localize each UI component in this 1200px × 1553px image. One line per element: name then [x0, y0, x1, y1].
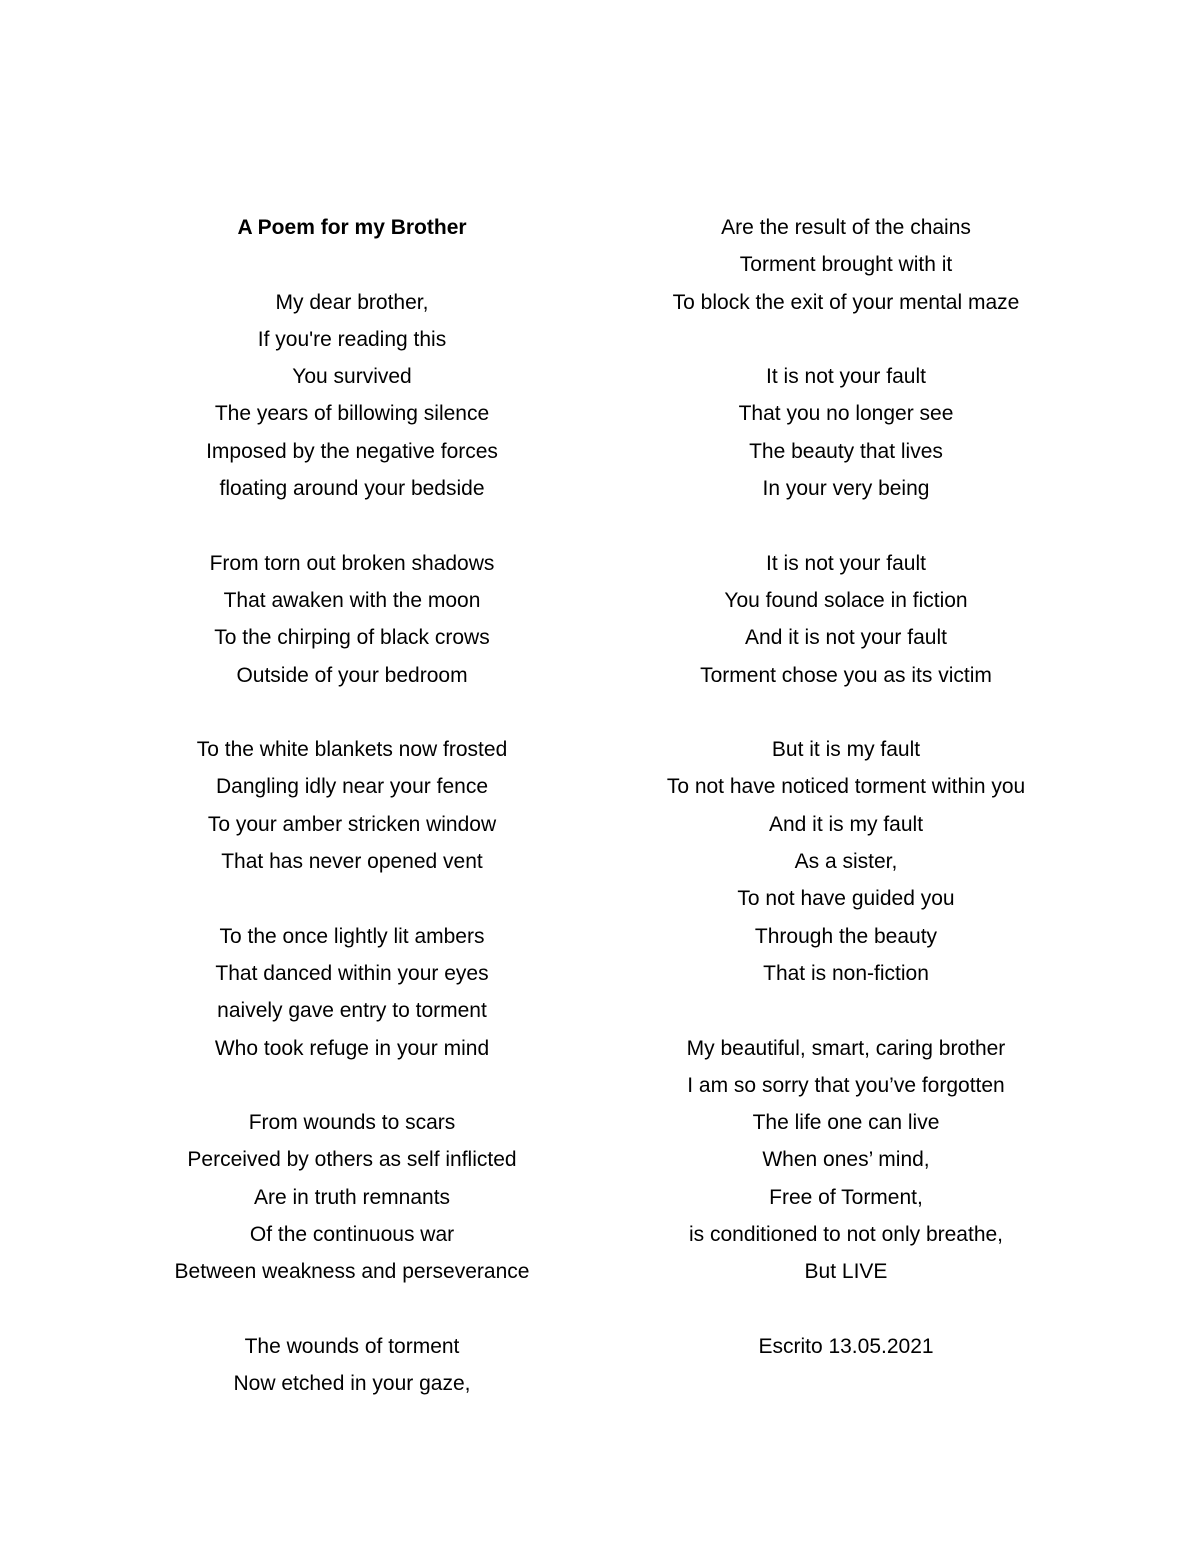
poem-line: The years of billowing silence	[214, 402, 490, 426]
poem-line	[586, 507, 1106, 544]
poem-line	[92, 507, 612, 544]
date-line: Escrito 13.05.2021	[758, 1334, 934, 1358]
poem-line: My beautiful, smart, caring brother	[686, 1036, 1006, 1060]
poem-line: The wounds of torment	[244, 1334, 460, 1358]
poem-line: Of the continuous war	[249, 1223, 455, 1247]
poem-line: Are the result of the chains	[721, 216, 971, 239]
poem-line: Torment chose you as its victim	[700, 663, 992, 687]
poem-line	[92, 694, 612, 731]
poem-line: To the chirping of black crows	[214, 626, 490, 650]
poem-column-right	[586, 209, 1106, 1365]
poem-line: You found solace in fiction	[724, 588, 968, 612]
poem-line: My dear brother,	[275, 290, 429, 314]
poem-line	[586, 694, 1106, 731]
poem-line: To not have guided you	[737, 887, 955, 911]
poem-line: To the once lightly lit ambers	[219, 924, 485, 948]
poem-line	[586, 321, 1106, 358]
poem-line: That has never opened vent	[221, 850, 483, 874]
poem-line: That is non-fiction	[763, 961, 929, 985]
poem-line: Are in truth remnants	[253, 1185, 451, 1209]
poem-column-left	[92, 209, 612, 1403]
poem-title: A Poem for my Brother	[237, 216, 467, 239]
poem-line: But it is my fault	[771, 738, 921, 762]
poem-line: Free of Torment,	[769, 1185, 923, 1209]
poem-line: is conditioned to not only breathe,	[688, 1223, 1004, 1247]
poem-line: Torment brought with it	[739, 253, 953, 277]
poem-line	[586, 992, 1106, 1029]
poem-line	[92, 1067, 612, 1104]
poem-line	[92, 880, 612, 917]
poem-line: That danced within your eyes	[215, 961, 489, 985]
poem-line: It is not your fault	[766, 551, 926, 575]
poem-line: From wounds to scars	[248, 1111, 456, 1135]
poem-line: If you're reading this	[257, 327, 447, 351]
poem-line: I am so sorry that you’ve forgotten	[687, 1073, 1005, 1097]
poem-line: The life one can live	[752, 1111, 940, 1135]
poem-line: Now etched in your gaze,	[233, 1372, 471, 1396]
poem-line: naively gave entry to torment	[217, 999, 487, 1023]
poem-line: That awaken with the moon	[223, 588, 481, 612]
poem-line: Through the beauty	[754, 924, 938, 948]
poem-line: You survived	[292, 365, 412, 389]
poem-line: To the white blankets now frosted	[196, 738, 508, 762]
poem-line: And it is my fault	[768, 812, 924, 836]
poem-line: floating around your bedside	[219, 477, 485, 501]
poem-line: Between weakness and perseverance	[174, 1260, 530, 1284]
poem-line: It is not your fault	[766, 365, 926, 389]
poem-line: That you no longer see	[738, 402, 954, 426]
poem-line: From torn out broken shadows	[209, 551, 495, 575]
poem-line	[92, 246, 612, 283]
poem-line: To not have noticed torment within you	[666, 775, 1026, 799]
poem-line: Dangling idly near your fence	[216, 775, 488, 799]
poem-line	[92, 1291, 612, 1328]
poem-line: When ones’ mind,	[762, 1148, 930, 1172]
poem-line: To your amber stricken window	[207, 812, 497, 836]
poem-line: Imposed by the negative forces	[206, 439, 498, 463]
poem-line: Outside of your bedroom	[236, 663, 468, 687]
poem-line: To block the exit of your mental maze	[672, 290, 1020, 314]
poem-line: In your very being	[762, 477, 930, 501]
poem-line: But LIVE	[804, 1260, 888, 1284]
poem-line	[586, 1291, 1106, 1328]
poem-line: As a sister,	[794, 850, 898, 874]
poem-line: The beauty that lives	[749, 439, 943, 463]
poem-line: Who took refuge in your mind	[214, 1036, 490, 1060]
poem-line: Perceived by others as self inflicted	[187, 1148, 517, 1172]
poem-line: And it is not your fault	[745, 626, 947, 650]
